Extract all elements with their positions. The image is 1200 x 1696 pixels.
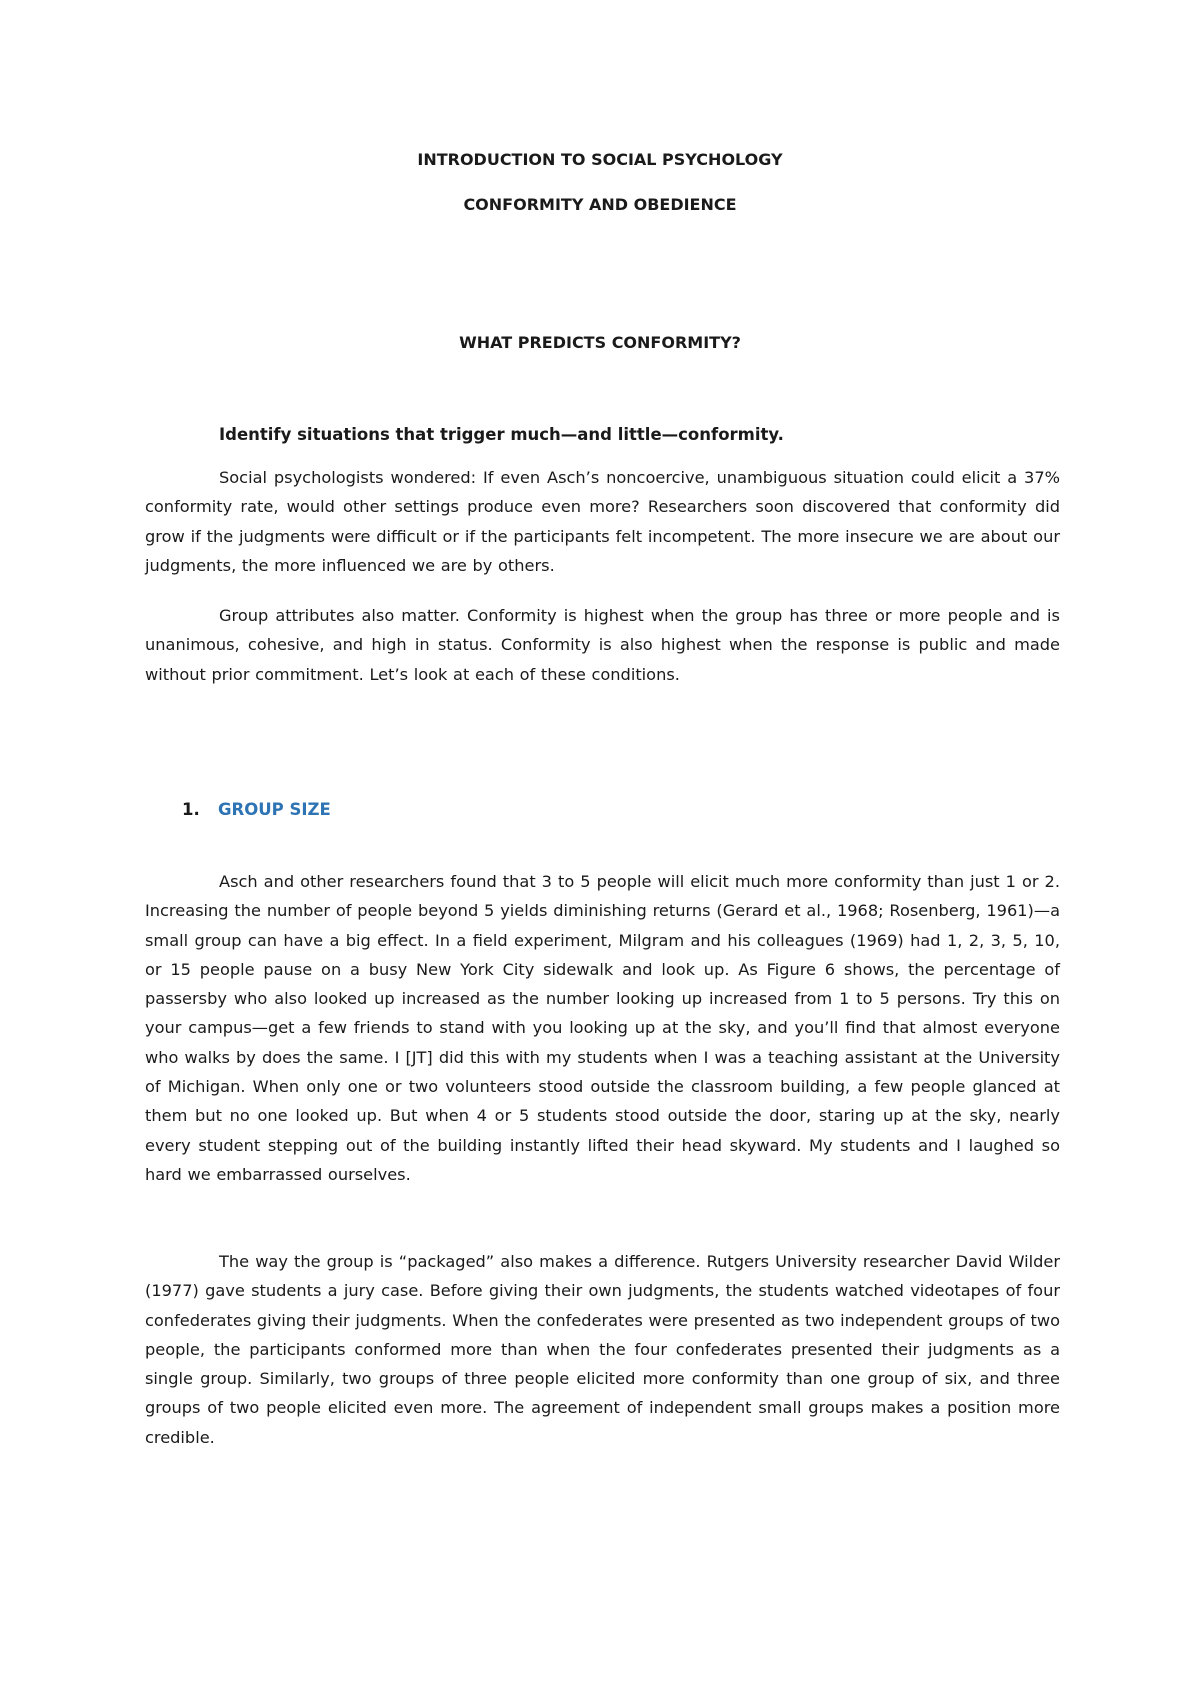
document-title: INTRODUCTION TO SOCIAL PSYCHOLOGY: [417, 150, 783, 169]
document-subtitle: CONFORMITY AND OBEDIENCE: [463, 195, 737, 214]
section-title: GROUP SIZE: [218, 800, 331, 819]
section-heading-what-predicts: WHAT PREDICTS CONFORMITY?: [459, 333, 741, 352]
section-group-size-heading: [182, 800, 331, 820]
paragraph-group-attributes: Group attributes also matter. Conformity is highest when the group has three or more people and is unanimous, cohesive, and high in status. Conformity is also highest when the response is public and made without prior commitment. Let’s look at each of these conditions.: [145, 606, 1060, 684]
learning-objective: Identify situations that trigger much—and little—conformity.: [219, 425, 784, 444]
paragraph-intro: Social psychologists wondered: If even Asch’s noncoercive, unambiguous situation could elicit a 37% conformity rate, would other settings produce even more? Researchers soon discovered that conformity did grow if the judgments were difficult or if the participants felt incompetent. The more insecure we are about our judgments, the more influenced we are by others.: [145, 468, 1060, 575]
section-number: 1.: [182, 800, 200, 819]
paragraph-group-packaging: The way the group is “packaged” also makes a difference. Rutgers University researcher David Wilder (1977) gave students a jury case. Before giving their own judgments, the students watched videotapes of four confederates giving their judgments. When the confederates were presented as two independent groups of two people, the participants conformed more than when the four confederates presented their judgments as a single group. Similarly, two groups of three people elicited more conformity than one group of six, and three groups of two people elicited even more. The agreement of independent small groups makes a position more credible.: [145, 1252, 1060, 1447]
paragraph-group-size: Asch and other researchers found that 3 to 5 people will elicit much more conformity than just 1 or 2. Increasing the number of people beyond 5 yields diminishing returns (Gerard et al., 1968; Rosenberg, 1961)—a small group can have a big effect. In a field experiment, Milgram and his colleagues (1969) had 1, 2, 3, 5, 10, or 15 people pause on a busy New York City sidewalk and look up. As Figure 6 shows, the percentage of passersby who also looked up increased as the number looking up increased from 1 to 5 persons. Try this on your campus—get a few friends to stand with you looking up at the sky, and you’ll find that almost everyone who walks by does the same. I [JT] did this with my students when I was a teaching assistant at the University of Michigan. When only one or two volunteers stood outside the classroom building, a few people glanced at them but no one looked up. But when 4 or 5 students stood outside the door, staring up at the sky, nearly every student stepping out of the building instantly lifted their head skyward. My students and I laughed so hard we embarrassed ourselves.: [145, 872, 1060, 1184]
